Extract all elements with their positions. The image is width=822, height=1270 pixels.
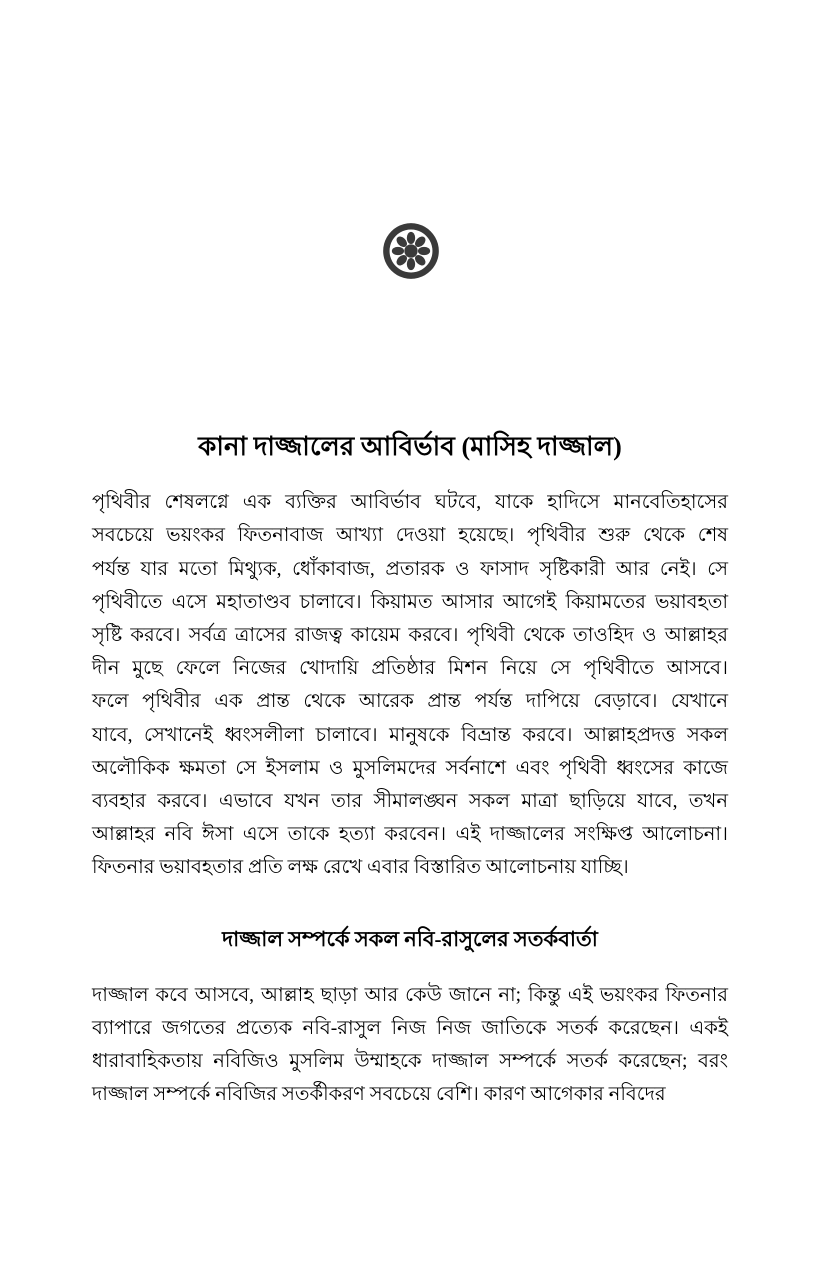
paragraph-line: ব্যাপারে জগতের প্রত্যেক নবি-রাসুল নিজ নিজ জাতিকে সতর্ক করেছেন। একই xyxy=(92,1018,728,1040)
paragraph-line: দীন মুছে ফেলে নিজের খোদায়ি প্রতিষ্ঠার মিশন নিয়ে সে পৃথিবীতে আসবে। xyxy=(92,658,728,680)
page-content xyxy=(92,0,728,1112)
paragraph-line: ধারাবাহিকতায় নবিজিও মুসলিম উম্মাহকে দাজ্জাল সম্পর্কে সতর্ক করেছেন; বরং xyxy=(92,1051,728,1073)
spacer-paragraph-heading xyxy=(92,885,728,925)
paragraph-line: ফিতনার ভয়াবহতার প্রতি লক্ষ রেখে এবার বিস্তারিত আলোচনায় যাচ্ছি। xyxy=(92,857,629,879)
section-heading: দাজ্জাল সম্পর্কে সকল নবি-রাসুলের সতর্কবার্তা xyxy=(222,926,598,951)
page-title: কানা দাজ্জালের আবির্ভাব (মাসিহ দাজ্জাল) xyxy=(198,432,622,461)
paragraph-line: অলৌকিক ক্ষমতা সে ইসলাম ও মুসলিমদের সর্বনাশে এবং পৃথিবী ধ্বংসের কাজে xyxy=(92,757,728,779)
spacer-heading-paragraph xyxy=(92,953,728,979)
paragraph-line: পৃথিবীর শেষলগ্নে এক ব্যক্তির আবির্ভাব ঘটবে, যাকে হাদিসে মানবেতিহাসের xyxy=(92,492,728,514)
paragraph-line: পর্যন্ত যার মতো মিথ্যুক, ধোঁকাবাজ, প্রতারক ও ফাসাদ সৃষ্টিকারী আর নেই। সে xyxy=(92,558,728,580)
body-paragraph-1 xyxy=(92,486,728,884)
paragraph-line: সৃষ্টি করবে। সর্বত্র ত্রাসের রাজত্ব কায়েম করবে। পৃথিবী থেকে তাওহিদ ও আল্লাহর xyxy=(92,624,728,646)
paragraph-line: যাবে, সেখানেই ধ্বংসলীলা চালাবে। মানুষকে বিভ্রান্ত করবে। আল্লাহপ্রদত্ত সকল xyxy=(92,724,728,746)
paragraph-line: সবচেয়ে ভয়ংকর ফিতনাবাজ আখ্যা দেওয়া হয়েছে। পৃথিবীর শুরু থেকে শেষ xyxy=(92,525,728,547)
paragraph-line: ফলে পৃথিবীর এক প্রান্ত থেকে আরেক প্রান্ত পর্যন্ত দাপিয়ে বেড়াবে। যেখানে xyxy=(92,691,728,713)
spacer-above-title xyxy=(92,0,728,429)
paragraph-line: পৃথিবীতে এসে মহাতাণ্ডব চালাবে। কিয়ামত আসার আগেই কিয়ামতের ভয়াবহতা xyxy=(92,591,728,613)
paragraph-line: দাজ্জাল কবে আসবে, আল্লাহ ছাড়া আর কেউ জানে না; কিন্তু এই ভয়ংকর ফিতনার xyxy=(92,984,728,1006)
paragraph-line: দাজ্জাল সম্পর্কে নবিজির সতর্কীকরণ সবচেয়ে বেশি। কারণ আগেকার নবিদের xyxy=(92,1084,666,1106)
body-paragraph-2 xyxy=(92,979,728,1112)
paragraph-line: ব্যবহার করবে। এভাবে যখন তার সীমালঙ্ঘন সকল মাত্রা ছাড়িয়ে যাবে, তখন xyxy=(92,790,728,812)
paragraph-line: আল্লাহর নবি ঈসা এসে তাকে হত্যা করবেন। এই দাজ্জালের সংক্ষিপ্ত আলোচনা। xyxy=(92,824,728,846)
spacer-title-paragraph xyxy=(92,464,728,486)
